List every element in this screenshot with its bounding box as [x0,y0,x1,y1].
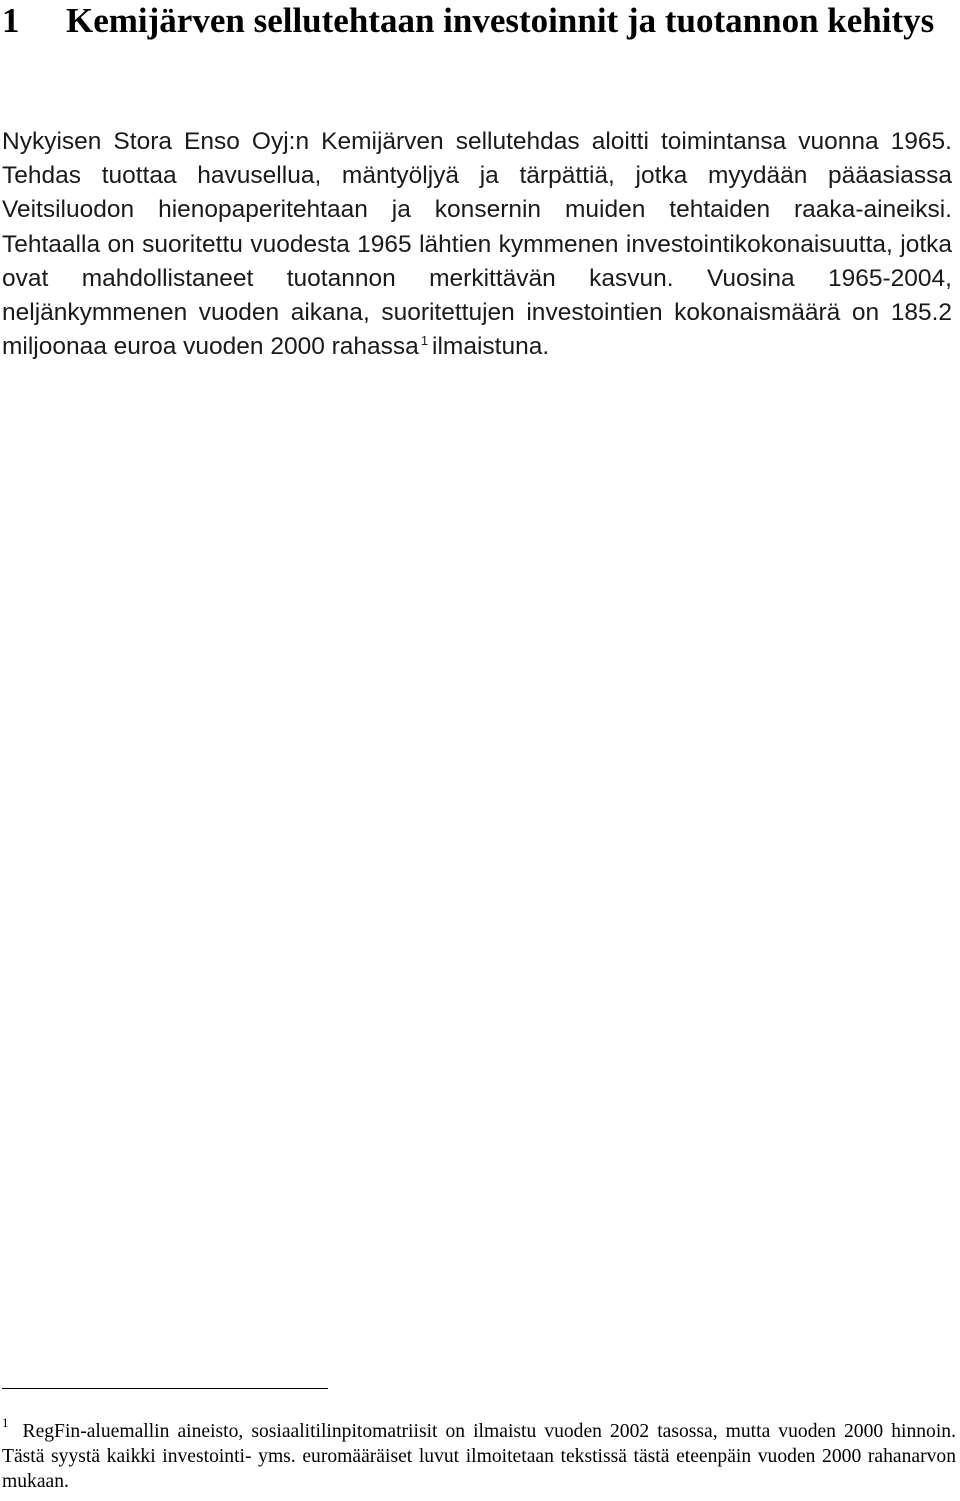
footnote-reference[interactable]: 1 [420,333,429,349]
section-heading [2,0,952,42]
footnote-text: RegFin-aluemallin aineisto, sosiaalitilinpitomatriisit on ilmaistu vuoden 2002 tasossa, mutta vuoden 2000 hinnoin. Tästä syystä kaikki investointi- yms. euromääräiset luvut ilmoitetaan tekstissä tästä eteenpäin vuoden 2000 rahanarvon mukaan. [2,1421,956,1492]
footnote-marker: 1 [2,1415,9,1430]
body-paragraph-tail: ilmaistuna. [432,333,550,361]
body-paragraph-text: Nykyisen Stora Enso Oyj:n Kemijärven sellutehdas aloitti toimintansa vuonna 1965. Tehdas tuottaa havusellua, mäntyöljyä ja tärpättiä, jotka myydään pääasiassa Veitsiluodon hienopaperitehtaan ja konsernin muiden tehtaiden raaka-aineiksi. Tehtaalla on suoritettu vuodesta 1965 lähtien kymmenen investointikokonaisuutta, jotka ovat mahdollistaneet tuotannon merkittävän kasvun. Vuosina 1965-2004, neljänkymmenen vuoden aikana, suoritettujen investointien kokonaismäärä on 185.2 miljoonaa euroa vuoden 2000 rahassa [2,128,952,361]
footnote-separator [2,1388,328,1389]
footnote [2,1415,956,1494]
section-number: 1 [2,1,20,40]
section-title: Kemijärven sellutehtaan investoinnit ja tuotannon kehitys [66,1,935,40]
body-paragraph [2,125,952,364]
